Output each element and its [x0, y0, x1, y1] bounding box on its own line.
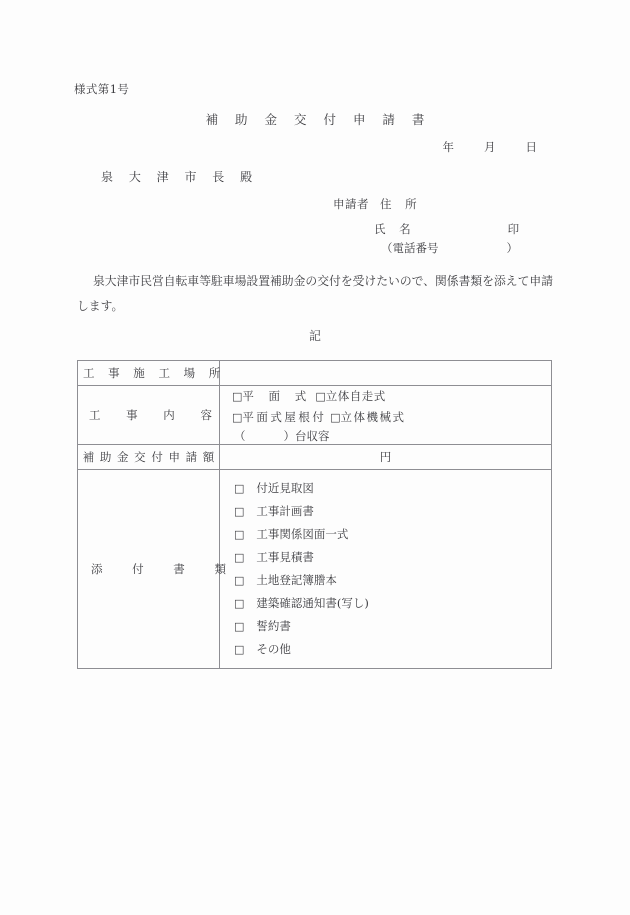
option-label-flat-roofed[interactable]: 平面式屋根付 [242, 410, 327, 424]
date-line [0, 139, 537, 155]
checkbox-icon[interactable]: □ [234, 643, 245, 656]
site-input-cell[interactable] [220, 361, 552, 386]
application-table [77, 360, 552, 669]
list-item[interactable] [234, 569, 551, 592]
list-item[interactable] [234, 638, 551, 661]
capacity-open-paren: （ [234, 429, 246, 443]
capacity-close-label: ）台収容 [283, 429, 330, 443]
capacity-field[interactable] [234, 428, 330, 444]
content-option-group [232, 386, 551, 428]
body-paragraph: 泉大津市民営自転車等駐車場設置補助金の交付を受けたいので、関係書類を添えて申請します。 [77, 274, 553, 313]
form-number: 様式第1号 [74, 82, 130, 96]
date-year-label: 年 [442, 140, 454, 154]
attachment-label: その他 [256, 642, 291, 656]
amount-label: 補 助 金 交 付 申 請 額 [78, 445, 220, 470]
applicant-name-label: 氏 名 [374, 222, 416, 236]
list-item[interactable] [234, 615, 551, 638]
checkbox-icon[interactable]: □ [234, 574, 245, 587]
attachment-label: 建築確認通知書(写し) [256, 596, 369, 610]
list-item[interactable] [234, 500, 551, 523]
checkbox-icon[interactable]: □ [234, 505, 245, 518]
attachment-label: 土地登記簿謄本 [256, 573, 337, 587]
checkbox-icon[interactable]: □ [234, 528, 245, 541]
checkbox-icon[interactable]: □ [234, 620, 245, 633]
content-option-line-1 [232, 389, 386, 403]
table-row-content [78, 386, 552, 445]
documents-label: 添 付 書 類 [78, 470, 220, 669]
checkbox-icon[interactable]: □ [234, 551, 245, 564]
checkbox-icon[interactable]: □ [232, 411, 243, 424]
table-row-amount [78, 445, 552, 470]
checkbox-icon[interactable]: □ [234, 482, 245, 495]
checkbox-icon[interactable]: □ [232, 390, 243, 403]
applicant-address-line [333, 196, 422, 212]
checkbox-icon[interactable]: □ [315, 390, 326, 403]
attachment-label: 誓約書 [256, 619, 291, 633]
list-item[interactable] [234, 592, 551, 615]
attachment-label: 工事計画書 [256, 504, 314, 518]
attachment-label: 工事見積書 [256, 550, 314, 564]
applicant-address-label: 住 所 [380, 197, 422, 211]
applicant-prefix-label: 申請者 [333, 197, 369, 211]
option-label-multistory-mechanical[interactable]: 立体機械式 [340, 410, 406, 424]
attachment-label: 工事関係図面一式 [256, 527, 349, 541]
seal-label: 印 [507, 222, 520, 236]
site-label: 工 事 施 工 場 所 [78, 361, 220, 386]
applicant-tel-line [381, 240, 518, 256]
option-label-multistory-selfdrive[interactable]: 立体自走式 [325, 389, 386, 403]
page-title: 補 助 金 交 付 申 請 書 [205, 112, 431, 127]
checkbox-icon[interactable]: □ [330, 411, 341, 424]
table-row-documents [78, 470, 552, 669]
amount-input-cell[interactable]: 円 [220, 445, 552, 470]
ki-marker: 記 [309, 329, 321, 343]
content-options-cell [220, 386, 552, 445]
documents-list-cell [220, 470, 552, 669]
table-row-site [78, 361, 552, 386]
attachment-list [220, 470, 551, 668]
attachment-label: 付近見取図 [256, 481, 314, 495]
date-day-label: 日 [525, 140, 537, 154]
tel-close-label: ） [506, 241, 518, 255]
addressee: 泉 大 津 市 長 殿 [101, 170, 259, 184]
list-item[interactable] [234, 546, 551, 569]
tel-open-label: （電話番号 [381, 241, 439, 255]
list-item[interactable] [234, 523, 551, 546]
option-label-flat[interactable]: 平 面 式 [242, 389, 312, 403]
checkbox-icon[interactable]: □ [234, 597, 245, 610]
content-option-line-2 [232, 410, 405, 424]
applicant-name-line [374, 221, 519, 237]
date-month-label: 月 [484, 140, 496, 154]
list-item[interactable] [234, 477, 551, 500]
content-label: 工 事 内 容 [78, 386, 220, 445]
